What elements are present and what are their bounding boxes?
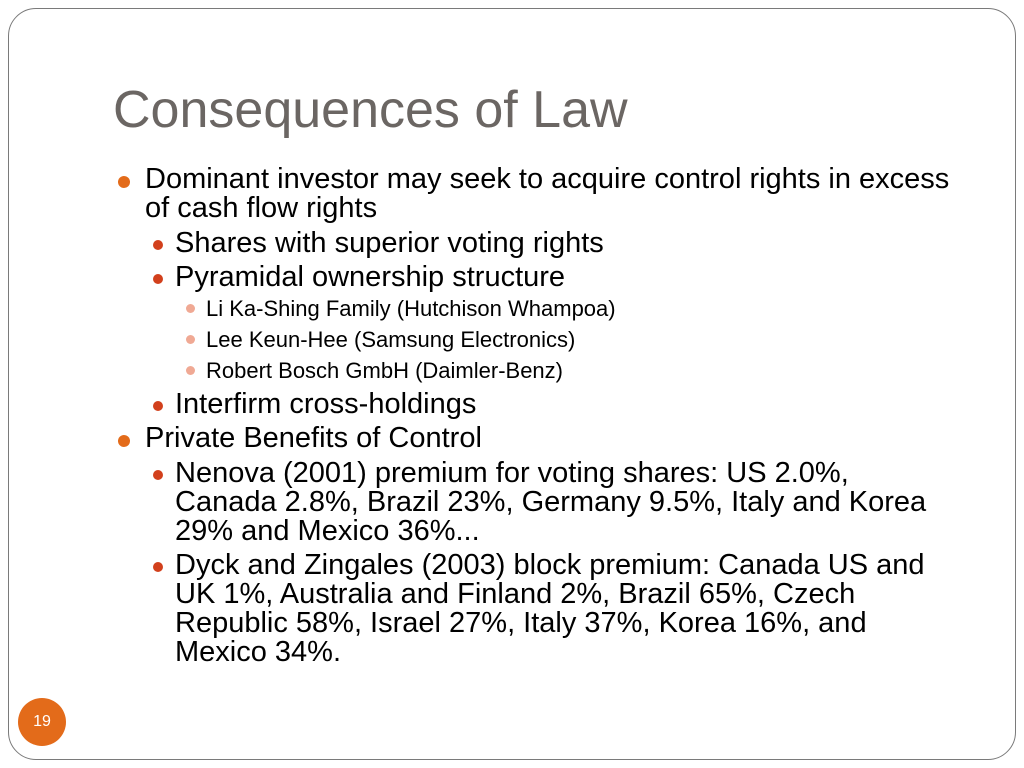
- bullet-text: Shares with superior voting rights: [175, 227, 604, 259]
- bullet-text: Private Benefits of Control: [145, 422, 482, 454]
- bullet-text: Interfirm cross-holdings: [175, 388, 477, 420]
- bullet-level2-item: [113, 229, 953, 258]
- bullet-level3-item: [113, 328, 953, 352]
- bullet-dot-icon: [153, 562, 163, 572]
- bullet-dot-icon: [186, 304, 195, 313]
- bullet-text: Lee Keun-Hee (Samsung Electronics): [206, 327, 576, 352]
- bullet-text: Dominant investor may seek to acquire control rights in excess of cash flow rights: [145, 163, 950, 224]
- bullet-dot-icon: [118, 176, 130, 188]
- bullet-dot-icon: [153, 274, 163, 284]
- bullet-level3-item: [113, 297, 953, 321]
- bullet-dot-icon: [153, 240, 163, 250]
- bullet-dot-icon: [153, 470, 163, 480]
- bullet-dot-icon: [186, 335, 195, 344]
- bullet-text: Li Ka-Shing Family (Hutchison Whampoa): [206, 296, 616, 321]
- bullet-dot-icon: [153, 401, 163, 411]
- slide-title: Consequences of Law: [113, 81, 628, 139]
- bullet-level2-item: [113, 459, 953, 546]
- bullet-level3-item: [113, 359, 953, 383]
- bullet-dot-icon: [118, 435, 130, 447]
- bullet-level2-item: [113, 551, 953, 667]
- bullet-level2-item: [113, 263, 953, 292]
- page-number-badge: 19: [18, 698, 66, 746]
- bullet-text: Dyck and Zingales (2003) block premium: Canada US and UK 1%, Australia and Finland 2%, Brazil 65%, Czech Republic 58%, Israel 27%, Italy 37%, Korea 16%, and Mexico 34%.: [175, 549, 925, 668]
- bullet-level1-item: [113, 165, 953, 223]
- bullet-dot-icon: [186, 366, 195, 375]
- bullet-list: [113, 160, 953, 672]
- bullet-text: Nenova (2001) premium for voting shares: US 2.0%, Canada 2.8%, Brazil 23%, Germany 9.5%, Italy and Korea 29% and Mexico 36%...: [175, 457, 927, 547]
- bullet-level2-item: [113, 390, 953, 419]
- bullet-text: Robert Bosch GmbH (Daimler-Benz): [206, 358, 563, 383]
- bullet-level1-item: [113, 424, 953, 453]
- bullet-text: Pyramidal ownership structure: [175, 261, 566, 293]
